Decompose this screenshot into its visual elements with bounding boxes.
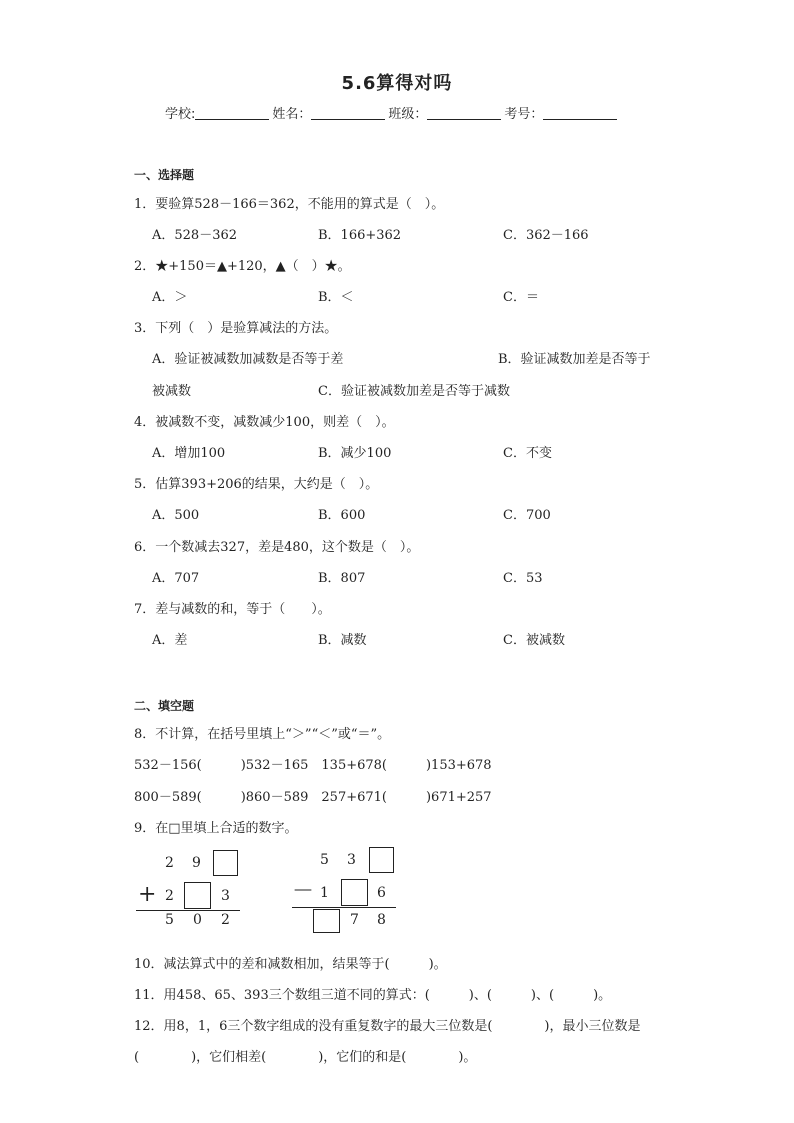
minus-sign: － xyxy=(292,879,315,904)
q1-option-a[interactable]: A．528－362 xyxy=(152,228,238,243)
q7-option-b[interactable]: B．减数 xyxy=(318,633,367,648)
difference-line xyxy=(292,907,396,908)
digit: 6 xyxy=(377,885,386,901)
class-label: 班级： xyxy=(388,107,428,122)
q6-stem: 6．一个数减去327，差是480，这个数是（ ）。 xyxy=(134,540,420,555)
answer-box[interactable] xyxy=(369,847,394,873)
q4-option-b[interactable]: B．减少100 xyxy=(318,446,392,461)
student-info xyxy=(165,103,620,122)
q6-option-c[interactable]: C．53 xyxy=(503,571,543,586)
q2-option-a[interactable]: A．＞ xyxy=(152,290,188,305)
digit: 3 xyxy=(221,888,230,904)
q9-stem: 9．在□里填上合适的数字。 xyxy=(134,821,298,836)
q5-stem: 5．估算393+206的结果，大约是（ ）。 xyxy=(134,477,379,492)
q10-stem[interactable]: 10．减法算式中的差和减数相加，结果等于( )。 xyxy=(134,957,447,972)
q1-stem: 1．要验算528－166＝362，不能用的算式是（ ）。 xyxy=(134,197,445,212)
q2-stem: 2．★+150＝▲+120，▲（ ）★。 xyxy=(134,259,351,274)
q8-row-1[interactable]: 532－156( )532－165 135+678( )153+678 xyxy=(134,758,492,773)
q6-option-a[interactable]: A．707 xyxy=(152,571,200,586)
answer-box[interactable] xyxy=(313,909,340,933)
digit: 5 xyxy=(320,852,329,868)
name-label: 姓名： xyxy=(272,107,312,122)
q5-option-c[interactable]: C．700 xyxy=(503,508,551,523)
plus-sign: + xyxy=(138,882,157,907)
section-choice-heading: 一、选择题 xyxy=(134,168,195,182)
digit: 2 xyxy=(165,855,174,871)
answer-box[interactable] xyxy=(184,882,211,909)
section-fill-heading: 二、填空题 xyxy=(134,699,195,713)
q3-stem: 3．下列（ ）是验算减法的方法。 xyxy=(134,321,338,336)
q3-option-a[interactable]: A．验证被减数加减数是否等于差 xyxy=(152,352,344,367)
digit: 9 xyxy=(192,855,201,871)
digit: 0 xyxy=(193,912,202,928)
q8-stem: 8．不计算，在括号里填上“＞”“＜”或“＝”。 xyxy=(134,727,391,742)
q7-option-c[interactable]: C．被减数 xyxy=(503,633,565,648)
q12-stem-line-1[interactable]: 12．用8，1，6三个数字组成的没有重复数字的最大三位数是( )，最小三位数是 xyxy=(134,1019,641,1034)
q7-option-a[interactable]: A．差 xyxy=(152,633,188,648)
q1-option-b[interactable]: B．166+362 xyxy=(318,228,402,243)
q12-stem-line-2[interactable]: ( )，它们相差( )，它们的和是( )。 xyxy=(134,1050,477,1065)
digit: 3 xyxy=(347,852,356,868)
digit: 5 xyxy=(165,912,174,928)
page-title: 5.6算得对吗 xyxy=(341,73,453,94)
q3-option-b[interactable]: B．验证减数加差是否等于 xyxy=(498,352,651,367)
class-blank[interactable] xyxy=(427,107,501,120)
digit: 7 xyxy=(350,912,359,928)
q2-option-c[interactable]: C．＝ xyxy=(503,290,539,305)
digit: 8 xyxy=(377,912,386,928)
q4-stem: 4．被减数不变，减数减少100，则差（ ）。 xyxy=(134,415,395,430)
q5-option-a[interactable]: A．500 xyxy=(152,508,200,523)
answer-box[interactable] xyxy=(213,850,238,876)
exam-no-blank[interactable] xyxy=(543,107,617,120)
q5-option-b[interactable]: B．600 xyxy=(318,508,366,523)
q8-row-2[interactable]: 800－589( )860－589 257+671( )671+257 xyxy=(134,790,492,805)
name-blank[interactable] xyxy=(311,107,385,120)
q11-stem[interactable]: 11．用458、65、393三个数组三道不同的算式：( )、( )、( )。 xyxy=(134,988,612,1003)
digit: 2 xyxy=(221,912,230,928)
q2-option-b[interactable]: B．＜ xyxy=(318,290,354,305)
school-label: 学校: xyxy=(165,107,196,122)
q4-option-a[interactable]: A．增加100 xyxy=(152,446,226,461)
q7-stem: 7．差与减数的和，等于（ ）。 xyxy=(134,602,331,617)
digit: 2 xyxy=(165,888,174,904)
q4-option-c[interactable]: C．不变 xyxy=(503,446,552,461)
q3-option-b-continued: 被减数 xyxy=(152,384,192,399)
q6-option-b[interactable]: B．807 xyxy=(318,571,366,586)
sum-line xyxy=(136,910,240,911)
school-blank[interactable] xyxy=(195,107,269,120)
exam-no-label: 考号： xyxy=(504,107,544,122)
q3-option-c[interactable]: C．验证被减数加差是否等于减数 xyxy=(318,384,510,399)
answer-box[interactable] xyxy=(341,879,368,906)
q1-option-c[interactable]: C．362－166 xyxy=(503,228,589,243)
digit: 1 xyxy=(320,885,329,901)
